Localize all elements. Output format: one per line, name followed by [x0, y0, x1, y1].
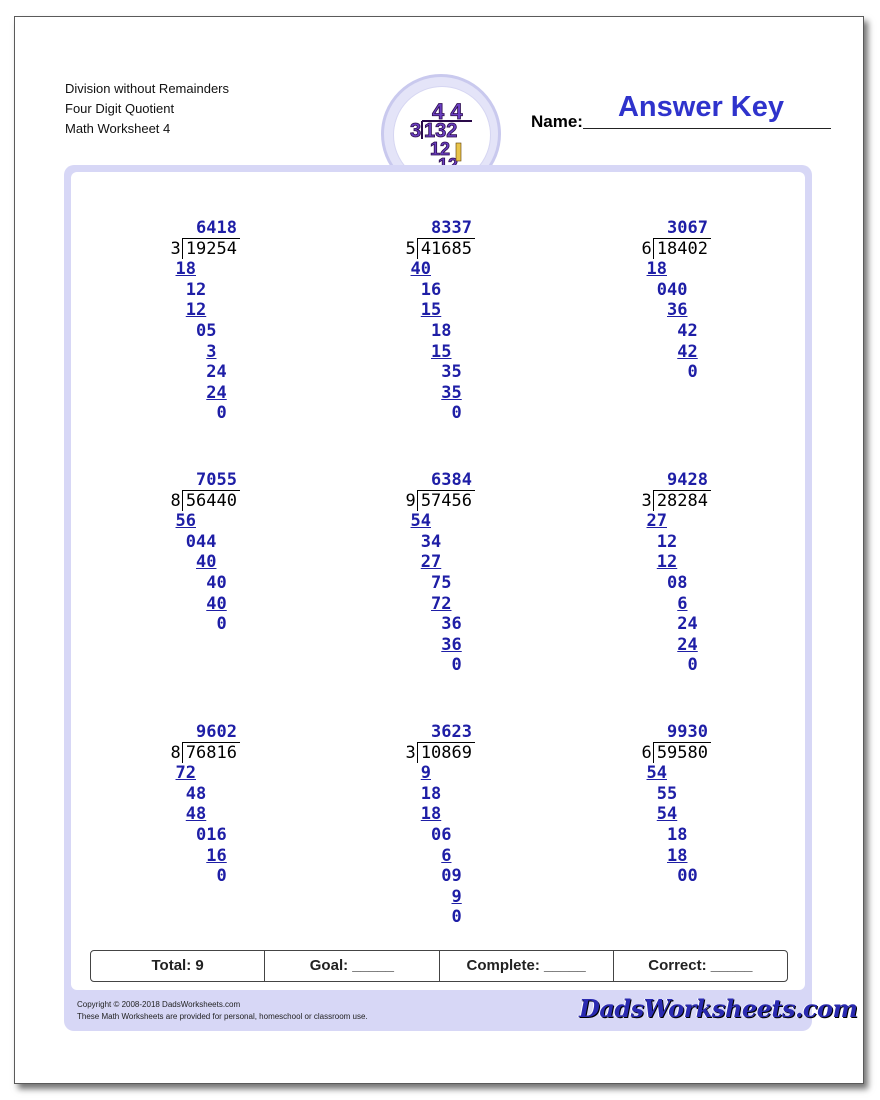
remainder-step: 0 [687, 362, 698, 383]
dividend: 76816 [185, 742, 237, 763]
remainder-step: 06 [431, 825, 452, 845]
logo-dividend: 132 [424, 120, 458, 142]
problems-panel [64, 165, 812, 1031]
subtraction-step: 24 [677, 634, 698, 655]
division-bracket [182, 238, 240, 260]
score-bar [90, 950, 788, 982]
quotient: 9602 [196, 722, 237, 742]
remainder-step: 05 [196, 321, 217, 341]
worksheet-title: Division without Remainders [65, 81, 230, 96]
dividend: 59580 [656, 742, 708, 763]
subtraction-step: 24 [206, 382, 227, 403]
remainder-step: 36 [441, 614, 462, 635]
remainder-step: 00 [677, 866, 698, 887]
dividend: 57456 [420, 490, 472, 511]
subtraction-step: 27 [646, 511, 667, 532]
remainder-step: 48 [185, 783, 207, 804]
worksheet-subtitle: Four Digit Quotient [65, 101, 175, 116]
remainder-step: 0 [216, 614, 227, 635]
dividend: 19254 [185, 238, 237, 259]
correct-cell[interactable]: Correct: _____ [648, 957, 753, 974]
division-bracket [417, 742, 475, 764]
remainder-step: 040 [656, 279, 688, 300]
divisor: 6 [641, 238, 652, 259]
quotient: 3067 [667, 218, 708, 238]
remainder-step: 35 [441, 362, 462, 383]
remainder-step: 12 [656, 531, 678, 552]
division-bracket [653, 742, 711, 764]
subtraction-step: 18 [175, 259, 196, 280]
subtraction-step: 54 [656, 804, 678, 825]
subtraction-step: 18 [646, 259, 667, 280]
copyright-text: Copyright © 2008-2018 DadsWorksheets.com [77, 1000, 241, 1009]
subtraction-step: 42 [677, 341, 698, 362]
quotient: 9428 [667, 470, 708, 490]
divisor: 3 [170, 238, 181, 259]
subtraction-step: 40 [410, 259, 431, 280]
remainder-step: 08 [667, 573, 688, 593]
remainder-step: 12 [185, 279, 207, 300]
subtraction-step: 48 [185, 804, 207, 825]
divisor: 3 [405, 742, 416, 763]
division-bracket [417, 490, 475, 512]
remainder-step: 34 [420, 531, 442, 552]
dividend: 56440 [185, 490, 237, 511]
remainder-step: 75 [431, 573, 452, 593]
dividend: 41685 [420, 238, 472, 259]
remainder-step: 016 [196, 825, 227, 845]
division-bracket [182, 742, 240, 764]
quotient: 6418 [196, 218, 237, 238]
remainder-step: 0 [451, 907, 462, 928]
copyright-notice [77, 999, 368, 1023]
subtraction-step: 9 [451, 886, 462, 907]
remainder-step: 40 [206, 573, 227, 593]
total-cell: Total: 9 [91, 951, 265, 981]
subtraction-step: 27 [420, 552, 442, 573]
subtraction-step: 36 [441, 634, 462, 655]
subtraction-step: 15 [431, 341, 452, 362]
remainder-step: 0 [687, 655, 698, 676]
subtraction-step: 15 [420, 300, 442, 321]
quotient: 7055 [196, 470, 237, 490]
division-bracket [417, 238, 475, 260]
subtraction-step: 56 [175, 511, 196, 532]
remainder-step: 18 [667, 825, 688, 845]
problems-area [71, 172, 805, 990]
remainder-step: 09 [441, 866, 462, 887]
subtraction-step: 12 [656, 552, 678, 573]
dividend: 28284 [656, 490, 708, 511]
quotient: 6384 [431, 470, 472, 490]
worksheet-title-block [65, 79, 229, 139]
remainder-step: 0 [216, 866, 227, 887]
subtraction-step: 3 [206, 341, 217, 362]
remainder-step: 55 [656, 783, 678, 804]
remainder-step: 24 [677, 614, 698, 635]
divisor: 9 [405, 490, 416, 511]
divisor: 8 [170, 490, 181, 511]
remainder-step: 24 [206, 362, 227, 383]
divisor: 8 [170, 742, 181, 763]
divisor: 3 [641, 490, 652, 511]
divisor: 6 [641, 742, 652, 763]
remainder-step: 0 [216, 403, 227, 424]
subtraction-step: 35 [441, 382, 462, 403]
remainder-step: 16 [420, 279, 442, 300]
division-bracket [653, 238, 711, 260]
remainder-step: 0 [451, 655, 462, 676]
dividend: 18402 [656, 238, 708, 259]
subtraction-step: 6 [441, 845, 452, 866]
subtraction-step: 12 [185, 300, 207, 321]
subtraction-step: 40 [196, 552, 217, 573]
subtraction-step: 36 [667, 300, 688, 321]
subtraction-step: 72 [431, 593, 452, 614]
division-bracket [653, 490, 711, 512]
name-label: Name: [531, 112, 583, 131]
subtraction-step: 18 [667, 845, 688, 866]
complete-cell[interactable]: Complete: _____ [440, 951, 614, 981]
dividend: 10869 [420, 742, 472, 763]
subtraction-step: 18 [420, 804, 442, 825]
remainder-step: 42 [677, 321, 698, 341]
brand-logo[interactable]: DadsWorksheets.com [579, 994, 858, 1023]
division-bracket [182, 490, 240, 512]
remainder-step: 0 [451, 403, 462, 424]
logo-divisor: 3 [410, 120, 422, 142]
subtraction-step: 16 [206, 845, 227, 866]
worksheet-number: Math Worksheet 4 [65, 121, 171, 136]
subtraction-step: 54 [646, 763, 667, 784]
quotient: 3623 [431, 722, 472, 742]
worksheet-page [14, 16, 864, 1084]
quotient: 8337 [431, 218, 472, 238]
subtraction-step: 72 [175, 763, 196, 784]
divisor: 5 [405, 238, 416, 259]
logo-quotient: 4 4 [432, 99, 463, 124]
logo-step-1: 12 [430, 139, 451, 159]
subtraction-step: 6 [677, 593, 688, 614]
usage-notice: These Math Worksheets are provided for personal, homeschool or classroom use. [77, 1012, 368, 1021]
subtraction-step: 54 [410, 511, 431, 532]
remainder-step: 18 [431, 321, 452, 341]
name-field-line[interactable] [583, 128, 831, 129]
answer-key-title: Answer Key [617, 91, 784, 123]
remainder-step: 044 [185, 531, 217, 552]
remainder-step: 18 [420, 783, 442, 804]
quotient: 9930 [667, 722, 708, 742]
subtraction-step: 9 [420, 763, 431, 784]
subtraction-step: 40 [206, 593, 227, 614]
goal-cell[interactable]: Goal: _____ [265, 951, 439, 981]
